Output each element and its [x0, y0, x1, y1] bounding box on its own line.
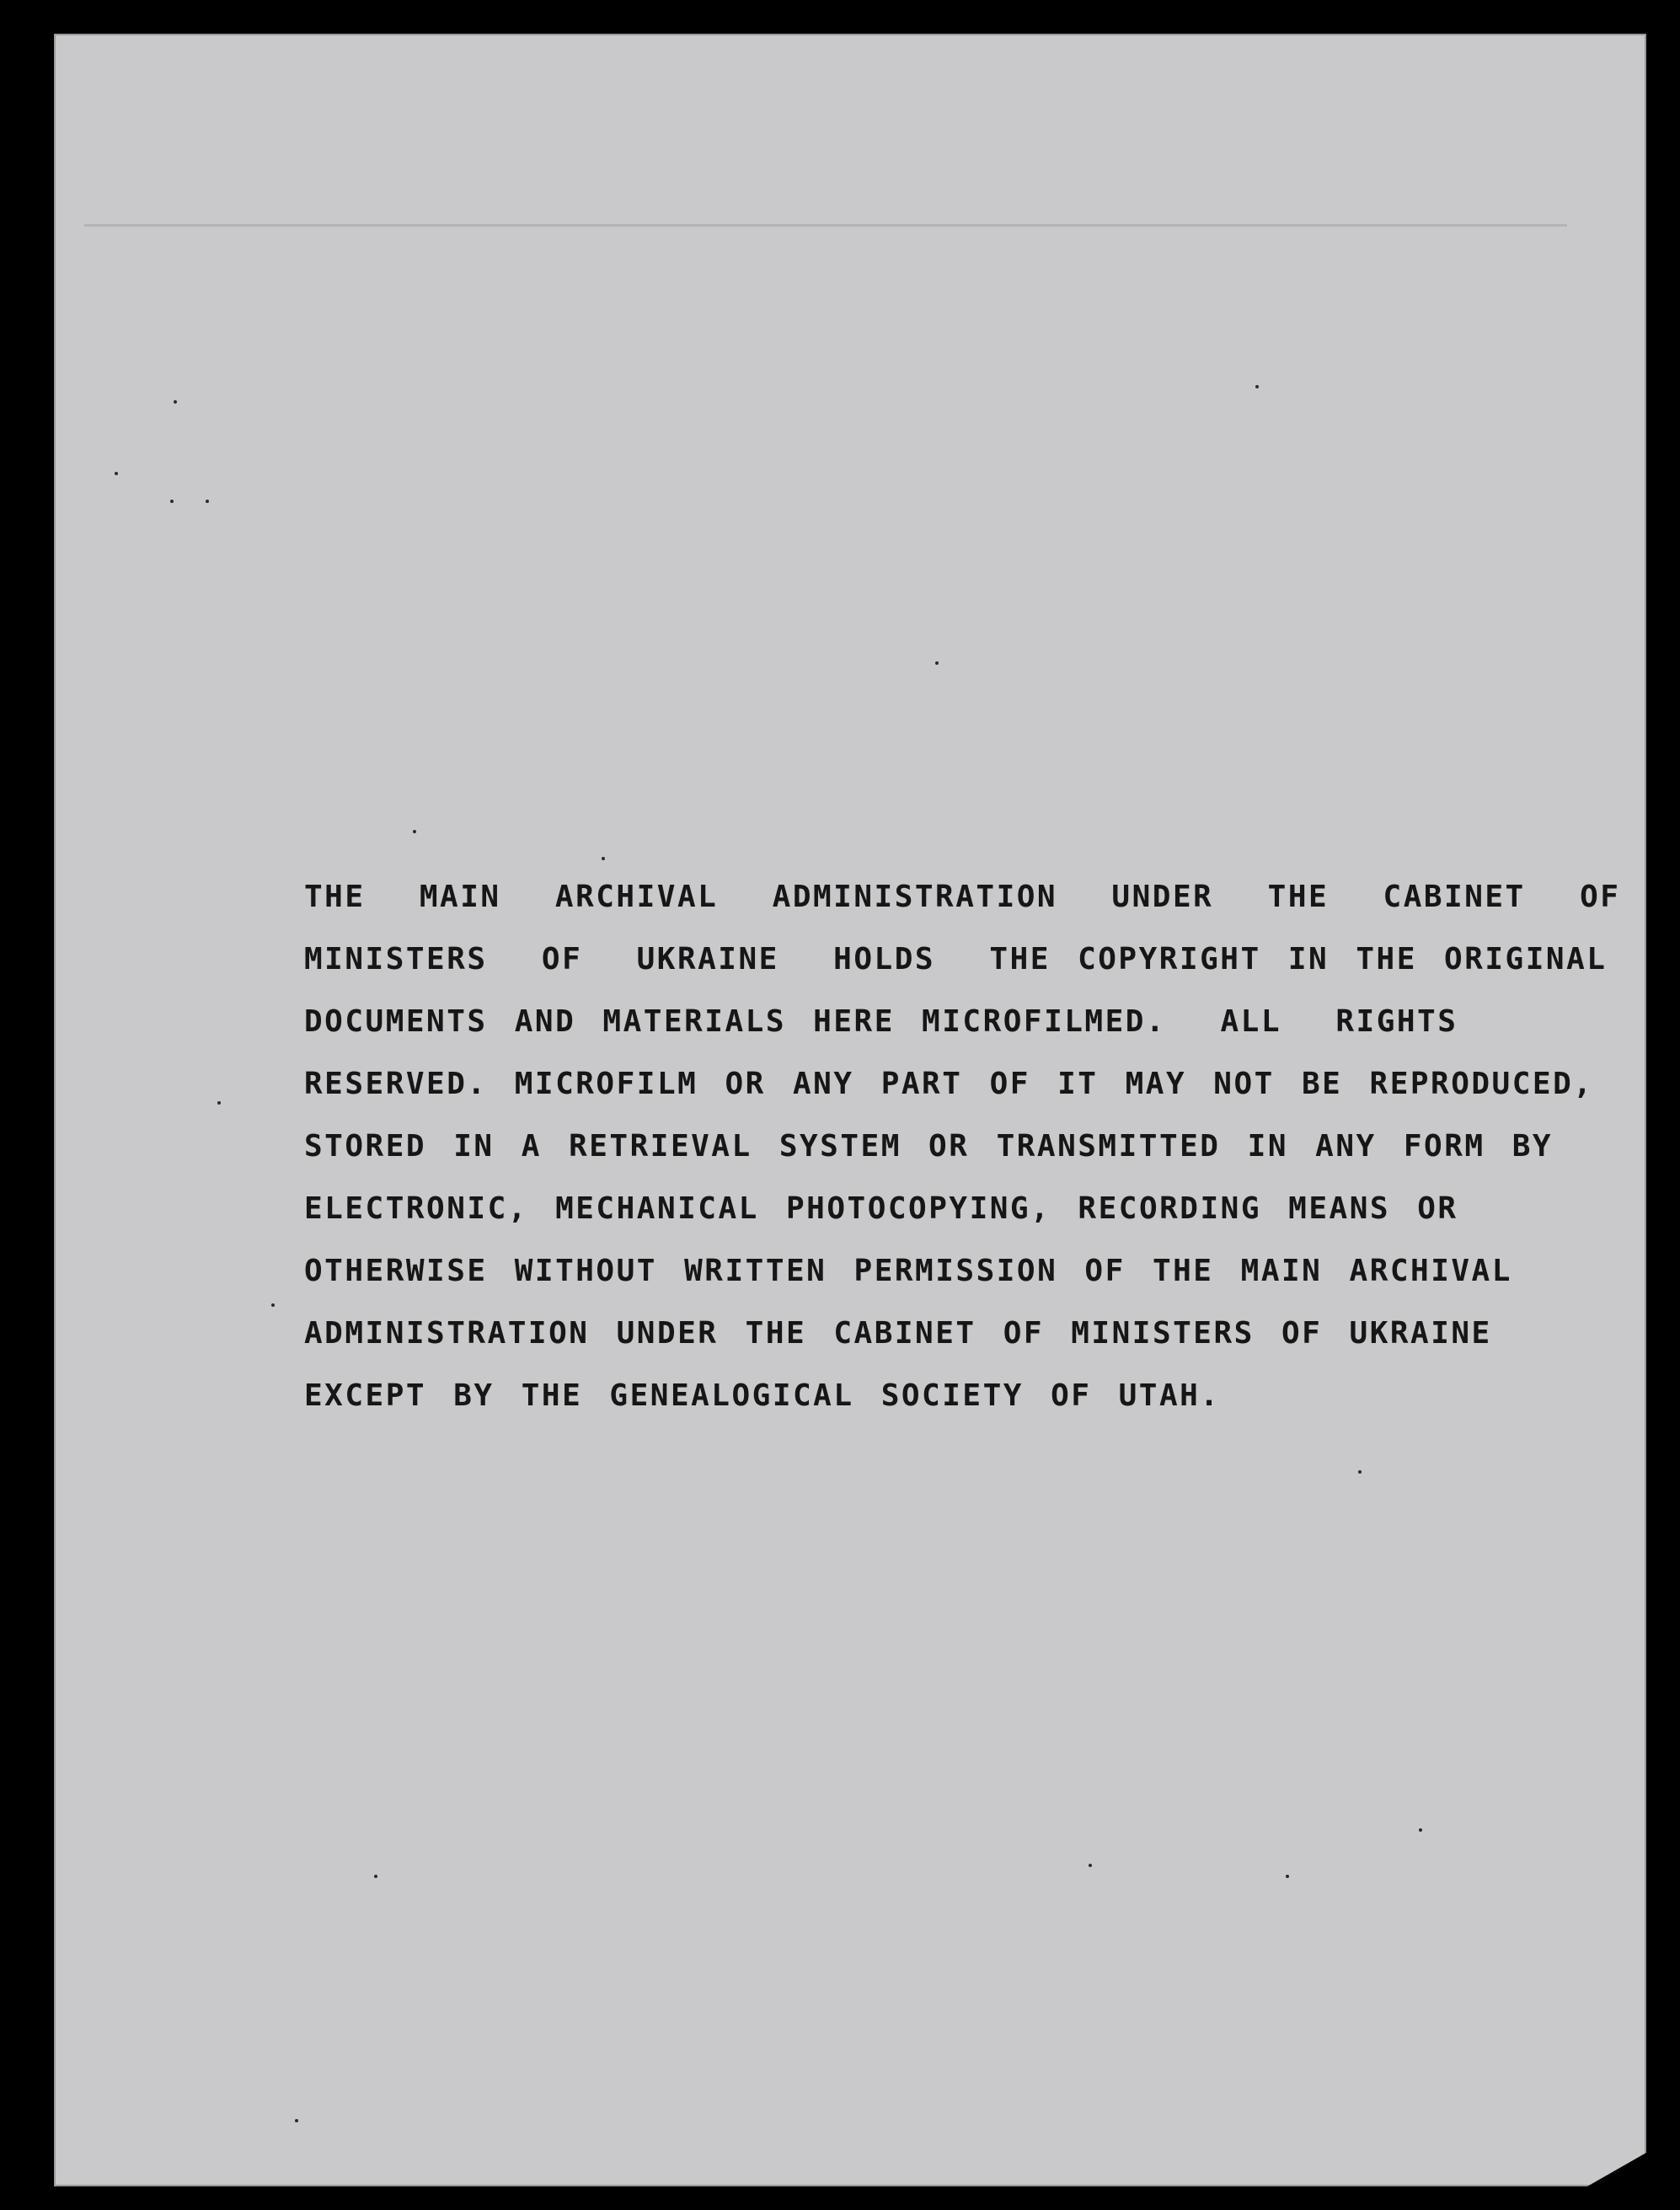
sheet-edge-line [84, 224, 1567, 227]
page-corner [1587, 2153, 1646, 2186]
notice-line: MINISTERS OF UKRAINE HOLDS THE COPYRIGHT IN THE ORIGINAL [304, 942, 1608, 977]
notice-line: THE MAIN ARCHIVAL ADMINISTRATION UNDER THE CABINET OF [304, 880, 1621, 914]
film-speck [115, 472, 118, 475]
film-speck [217, 1101, 221, 1105]
film-speck [413, 830, 416, 833]
film-speck [374, 1875, 377, 1878]
copyright-notice [304, 866, 1621, 1427]
film-speck [174, 400, 177, 404]
film-speck [170, 500, 174, 503]
film-speck [935, 661, 939, 665]
film-speck [271, 1303, 275, 1307]
film-speck [1089, 1864, 1092, 1867]
notice-line: STORED IN A RETRIEVAL SYSTEM OR TRANSMITTED IN ANY FORM BY [304, 1129, 1554, 1164]
notice-line: DOCUMENTS AND MATERIALS HERE MICROFILMED. ALL RIGHTS [304, 1004, 1458, 1039]
film-speck [1358, 1470, 1362, 1474]
film-speck [602, 857, 605, 860]
film-speck [1419, 1828, 1422, 1832]
film-speck [295, 2119, 298, 2122]
notice-line: ADMINISTRATION UNDER THE CABINET OF MINISTERS OF UKRAINE [304, 1316, 1492, 1351]
film-speck [206, 500, 209, 503]
film-speck [1255, 385, 1259, 388]
notice-line: EXCEPT BY THE GENEALOGICAL SOCIETY OF UTAH. [304, 1378, 1221, 1413]
film-speck [1286, 1875, 1289, 1878]
notice-line: ELECTRONIC, MECHANICAL PHOTOCOPYING, RECORDING MEANS OR [304, 1191, 1458, 1226]
notice-line: OTHERWISE WITHOUT WRITTEN PERMISSION OF THE MAIN ARCHIVAL [304, 1254, 1512, 1288]
notice-line: RESERVED. MICROFILM OR ANY PART OF IT MAY NOT BE REPRODUCED, [304, 1067, 1594, 1101]
